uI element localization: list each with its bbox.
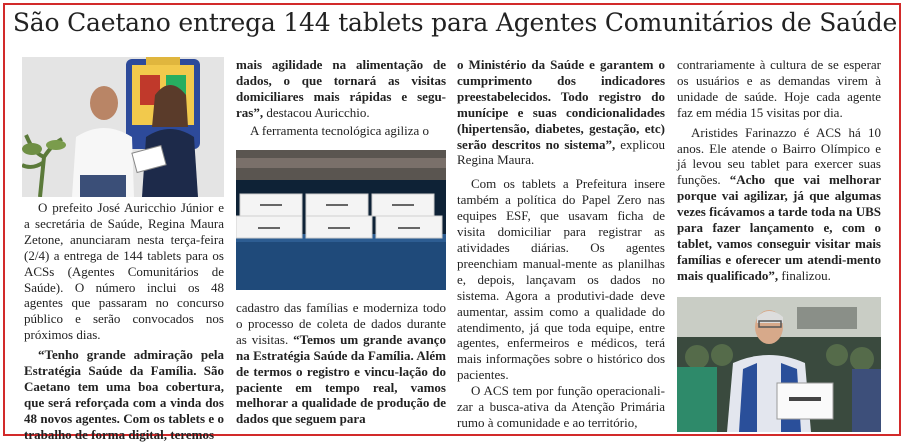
paragraph-papel-zero: Com os tablets a Prefeitura insere também a política do Papel Zero nas equipes ESF, que usavam ficha de visita domiciliar para registrar as atividades diárias. Os agentes preenchiam manual-mente as planilhas e, depois, lançavam os dados no sistema. Agora a produtivi-dade deve aumentar, assim como a qualidade do atendimento, já que toda equipe, entre agentes, enfermeiros e médicos, terá mais informações sobre o histórico dos pacientes.: [457, 176, 665, 383]
quote-auricchio-end: mais agilidade na alimentação de dados, o que tornará as visitas domiciliares mais rápidas e segu-ras”, destacou Auricchio.: [236, 57, 446, 120]
article-column-2-lower: [236, 300, 446, 427]
paragraph-intro: O prefeito José Auricchio Júnior e a secretária de Saúde, Regina Maura Zetone, anunciaram nesta terça-feira (2/4) a entrega de 144 tablets para os ACSs (Agentes Comunitários de Saúde). O número inclui os 48 agentes que passaram no concurso público e serão convocados nos próximos dias.: [24, 200, 224, 343]
paragraph-cultura: contrariamente à cultura de se esperar os usuários e as demandas virem à unidade de saúde. Hoje cada agente faz em média 15 visitas por dia.: [677, 57, 881, 120]
photo-officials: [22, 57, 224, 197]
article-headline: São Caetano entrega 144 tablets para Agentes Comunitários de Saúde: [12, 8, 898, 37]
paragraph-acs-funcao: O ACS tem por função operacionali-zar a busca-ativa da Atenção Primária rumo à comunidade e ao território,: [457, 383, 665, 430]
article-column-2: [236, 57, 446, 139]
quote-auricchio-start: “Tenho grande admiração pela Estratégia Saúde da Família. São Caetano tem uma boa cobertura, que será reforçada com a vinda dos 48 novos agentes. Com os tablets e o trabalho de forma digital, teremos: [24, 347, 224, 442]
article-column-1: [24, 200, 224, 443]
paragraph-aristides: Aristides Farinazzo é ACS há 10 anos. Ele atende o Bairro Olímpico e já levou seu tablet para exercer suas funções. “Acho que vai melhorar porque vai agilizar, já que algumas vezes ficávamos a tarde toda na UBS para fazer lançamento e, com o tablet, vamos conseguir visitar mais famílias e oferecer um atendi-mento mais qualificado”, finalizou.: [677, 124, 881, 283]
paragraph-cadastro: cadastro das famílias e moderniza todo o processo de coleta de dados durante as visitas. “Temos um grande avanço na Estratégia Saúde da Família. Além de termos o registro e vincu-lação do paciente em tempo real, vamos melhorar a qualidade de produção de dados que seguem para: [236, 300, 446, 427]
article-column-4: [677, 57, 881, 284]
paragraph-ferramenta: A ferramenta tecnológica agiliza o: [250, 122, 430, 138]
quote-regina-maura: o Ministério da Saúde e garantem o cumprimento dos indicadores preestabelecidos. Todo registro do munícipe e suas condicionalidades (hipertensão, diabetes, gestação, etc) serão descritos no sistema”, explicou Regina Maura.: [457, 57, 666, 168]
photo-agent-with-tablet: [677, 297, 881, 432]
article-column-3: [457, 57, 665, 431]
photo-tablet-boxes: [236, 150, 446, 290]
